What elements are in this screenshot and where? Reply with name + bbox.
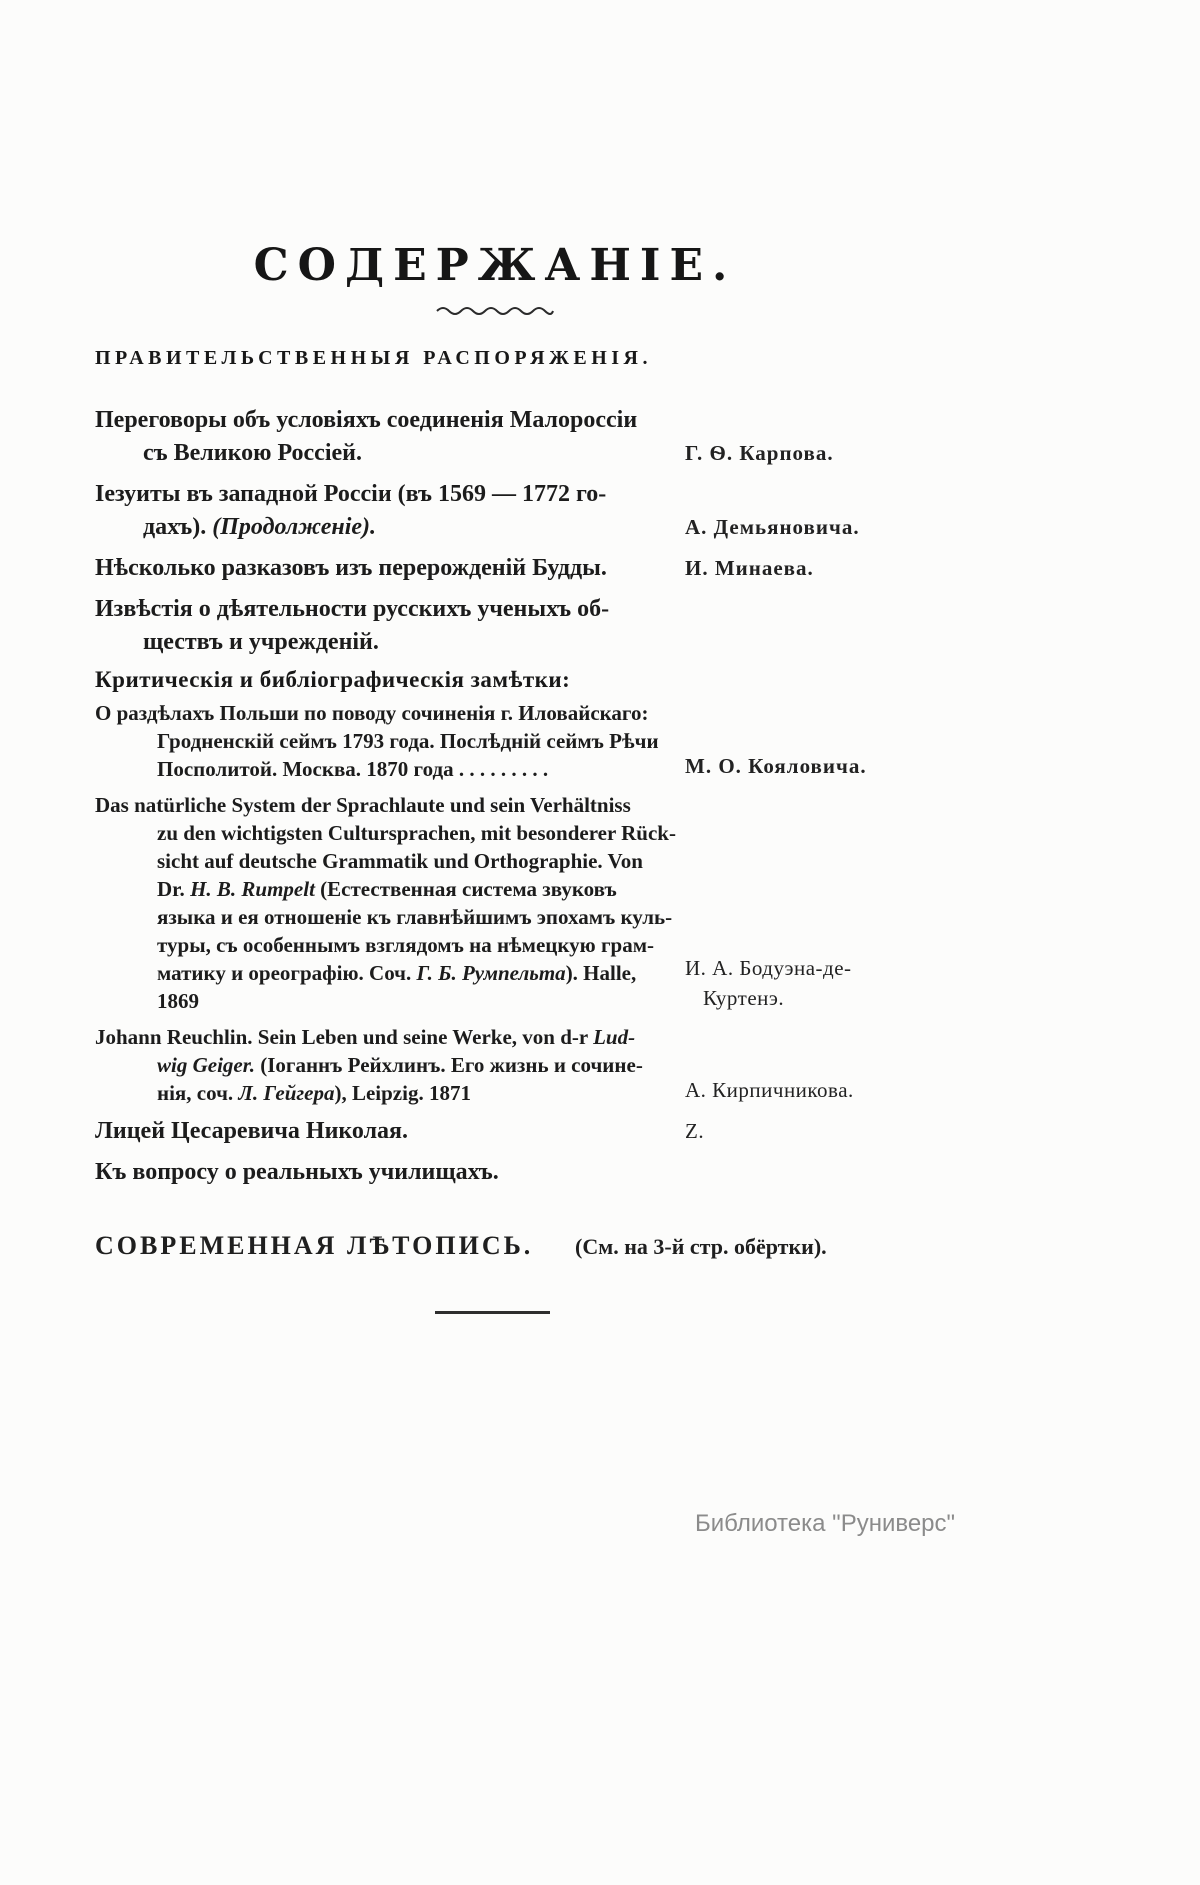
toc-entry [95,791,895,1015]
chronicle-heading: СОВРЕМЕННАЯ ЛѢТОПИСЬ. [95,1231,534,1260]
end-rule [435,1311,550,1314]
section-heading: ПРАВИТЕЛЬСТВЕННЫЯ РАСПОРЯЖЕНІЯ. [95,347,652,369]
entry-line: нія, соч. Л. Гейгера), Leipzig. 1871 [157,1081,471,1105]
toc-entry [95,699,895,783]
entry-line: Іезуиты въ западной Россіи (въ 1569 — 1772 го- [95,481,607,507]
footer-row [95,1231,895,1269]
toc-entry [95,593,895,659]
entry-author: Г. Ѳ. Карпова. [685,441,834,465]
entry-line: О раздѣлахъ Польши по поводу сочиненія г. Иловайскаго: [95,701,649,725]
toc-entry [95,478,895,544]
entry-line: zu den wichtigsten Cultursprachen, mit besonderer Rück- [157,821,676,845]
toc-entry [95,1023,895,1107]
toc-entry [95,1156,895,1189]
entry-author: И. Минаева. [685,556,814,580]
entry-author: А. Демьяновича. [685,515,860,539]
entry-line: съ Великою Россіей. [143,440,362,466]
section-heading: Критическія и библіографическія замѣтки: [95,667,571,692]
toc-content [95,240,895,1314]
entry-line: Посполитой. Москва. 1870 года . . . . . . . . . [157,757,549,781]
toc-entry [95,1115,895,1148]
entry-title [95,593,895,659]
entry-line: Извѣстія о дѣятельности русскихъ ученыхъ об- [95,596,610,622]
toc-entries [95,347,895,1189]
entry-line: Лицей Цесаревича Николая. [95,1118,409,1144]
chronicle-note: (См. на 3-й стр. обёртки). [575,1234,827,1259]
entry-author: И. А. Бодуэна-де- Куртенэ. [685,956,852,1010]
entry-line: Das natürliche System der Sprachlaute und sein Verhältniss [95,793,631,817]
entry-line: Нѣсколько разказовъ изъ перерожденій Будды. [95,555,607,581]
entry-line: Переговоры объ условіяхъ соединенія Малороссіи [95,407,638,433]
entry-title [95,1156,895,1189]
entry-line: wig Geiger. (Іоганнъ Рейхлинъ. Его жизнь и сочине- [157,1053,643,1077]
entry-title [95,1115,895,1148]
watermark: Библиотека "Руниверс" [695,1510,956,1537]
toc-entry [95,552,895,585]
entry-line: Johann Reuchlin. Sein Leben und seine Werke, von d-r Lud- [95,1025,636,1049]
entry-line: Dr. H. B. Rumpelt (Естественная система звуковъ [157,877,617,901]
entry-line: Къ вопросу о реальныхъ училищахъ. [95,1159,499,1185]
entry-line: дахъ). (Продолженіе). [143,514,377,540]
squiggle-icon [435,303,555,317]
entry-line: ществъ и учрежденій. [143,629,379,655]
entry-author: Z. [685,1119,705,1143]
entry-author: А. Кирпичникова. [685,1078,854,1102]
page-title: СОДЕРЖАНІЕ. [253,240,737,291]
toc-entry [95,404,895,470]
title-divider [95,303,895,319]
entry-line: Гродненскій сеймъ 1793 года. Послѣдній сеймъ Рѣчи [157,729,659,753]
entry-line: sicht auf deutsche Grammatik und Orthographie. Von [157,849,643,873]
entry-line: 1869 [157,989,199,1013]
entry-line: туры, съ особеннымъ взглядомъ на нѣмецкую грам- [157,933,654,957]
entry-line: матику и ореографію. Соч. Г. Б. Румпельта). Halle, [157,961,637,985]
entry-line: языка и ея отношеніе къ главнѣйшимъ эпохамъ куль- [157,905,673,929]
entry-author: М. О. Кояловича. [685,754,867,778]
